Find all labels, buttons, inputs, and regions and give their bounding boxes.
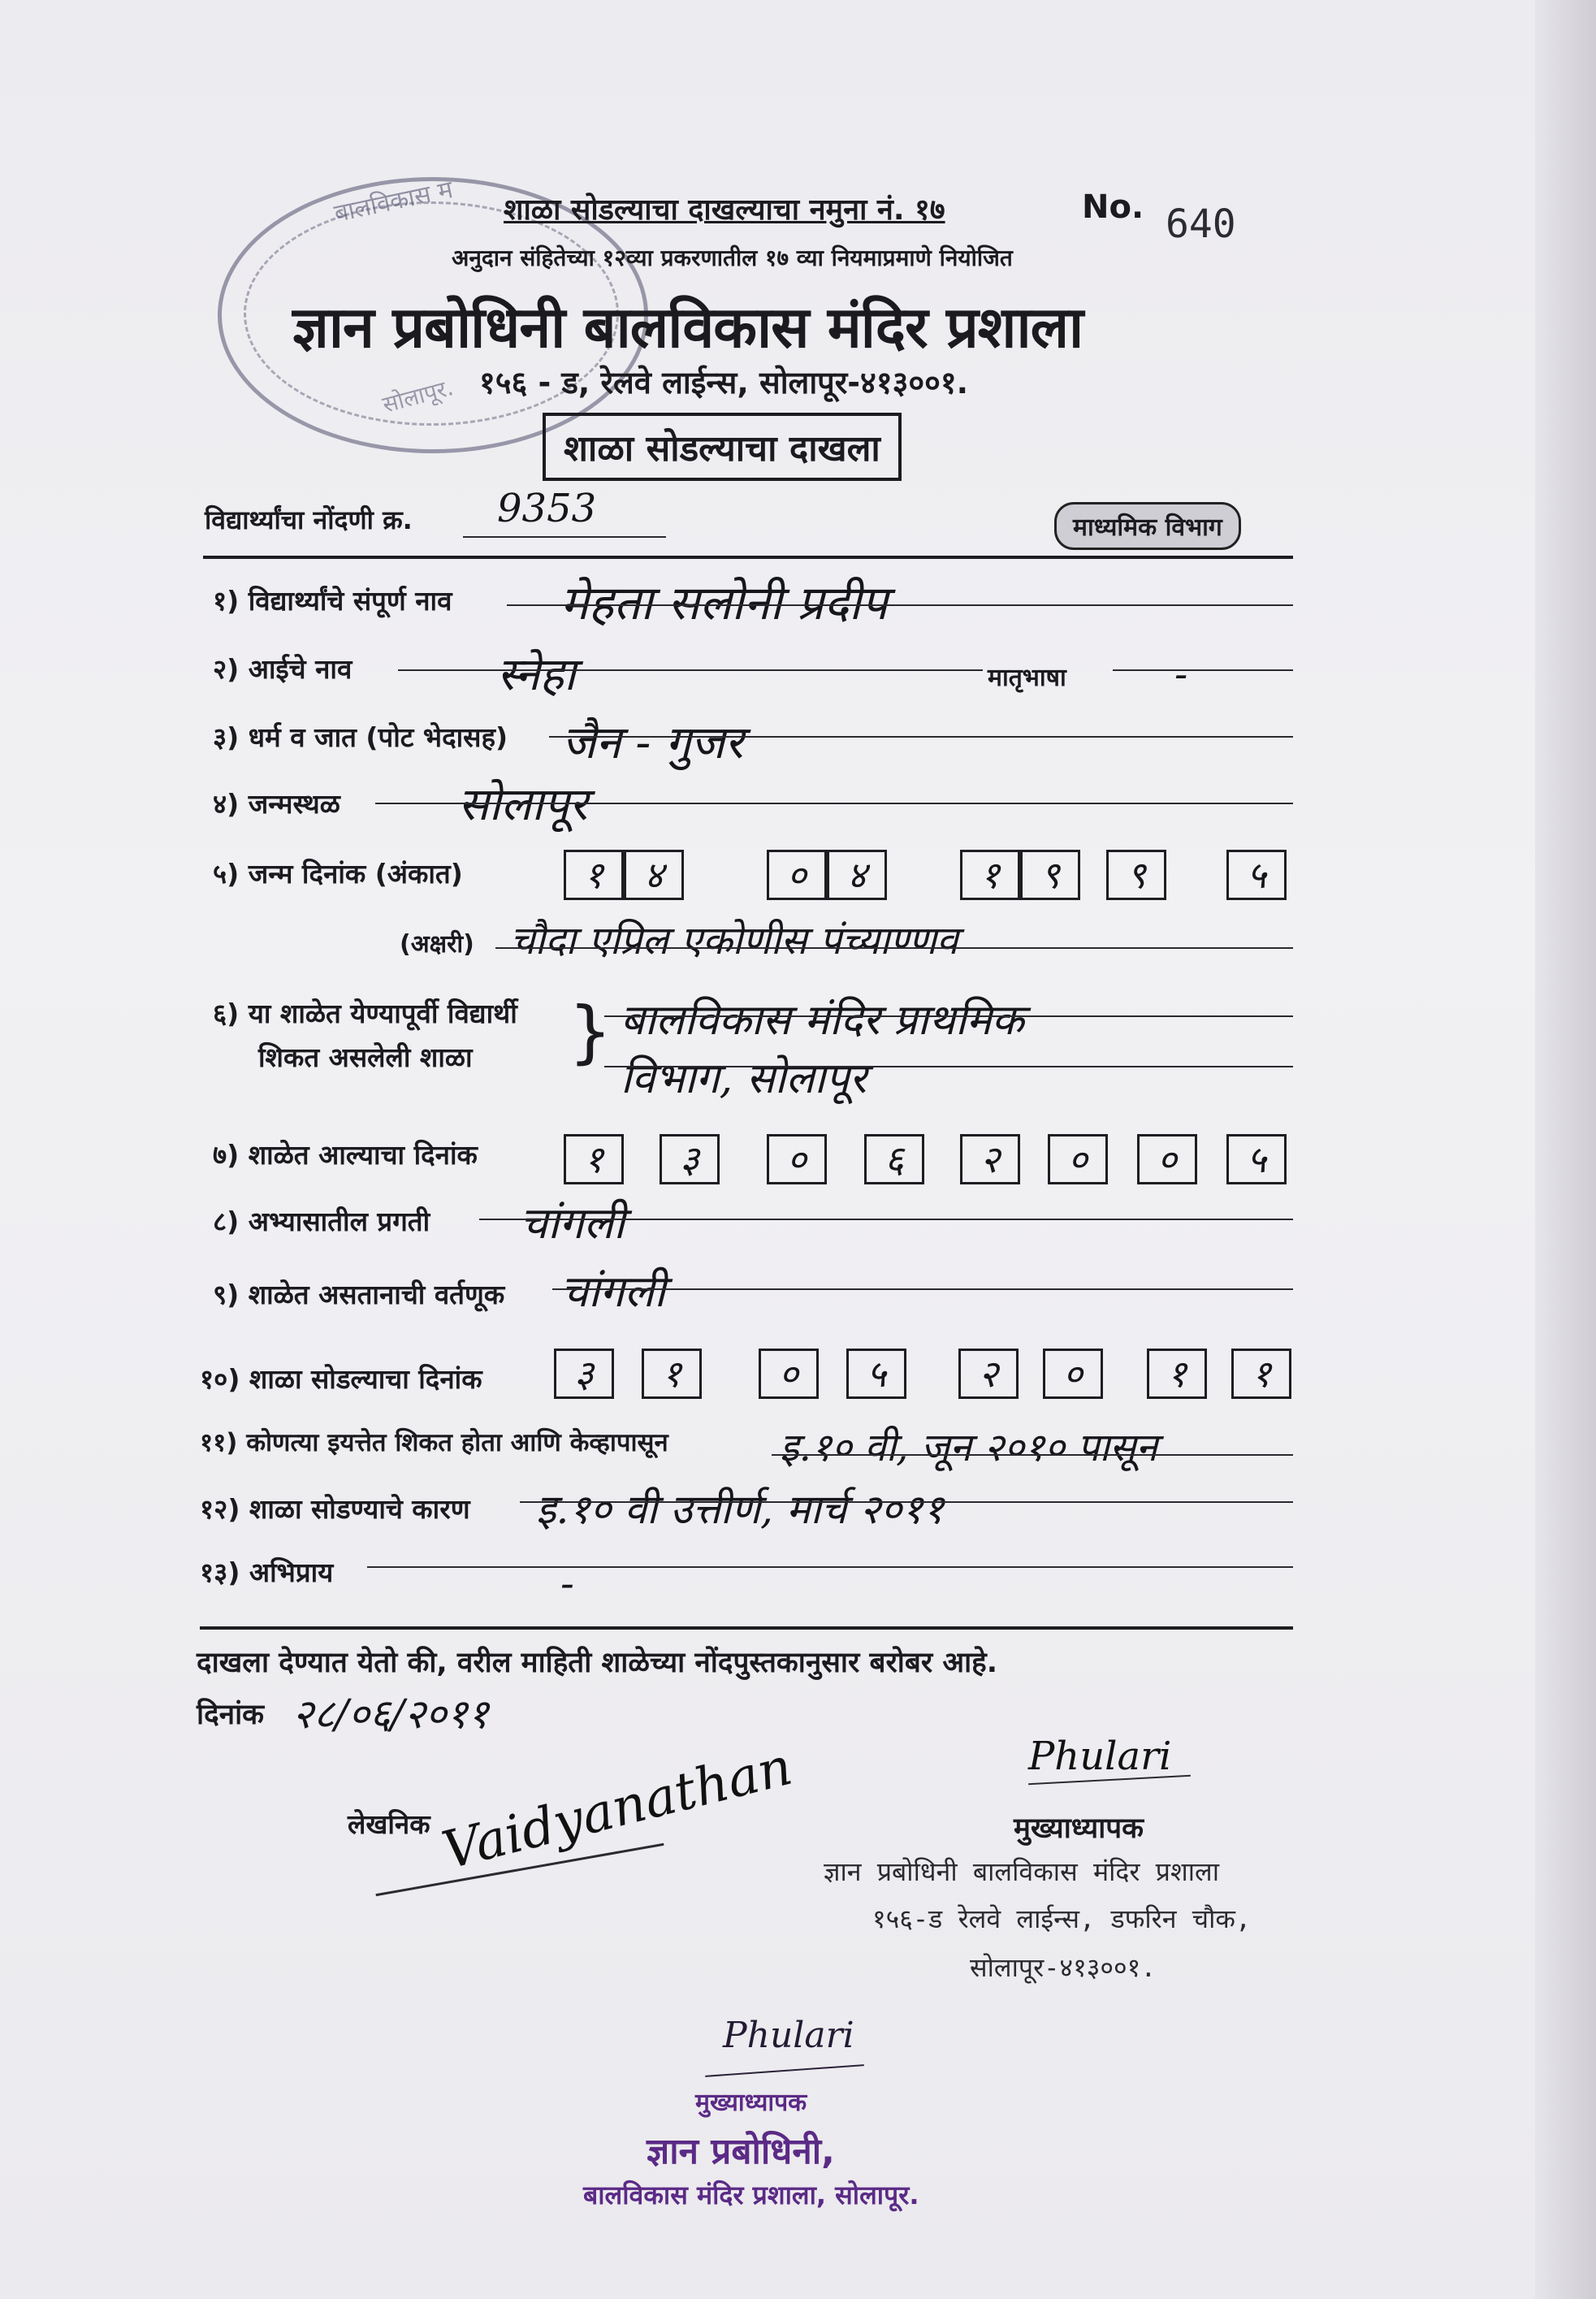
paper-edge (1535, 0, 1596, 2299)
purple-stamp-line1: मुख्याध्यापक (695, 2089, 807, 2117)
field-1-label: १) विद्यार्थ्यांचे संपूर्ण नाव (213, 585, 452, 617)
digit-box: ९ (1106, 850, 1166, 900)
field-9-value: चांगली (560, 1266, 666, 1317)
rule-note: अनुदान संहितेच्या १२व्या प्रकरणातील १७ व्या नियमाप्रमाणे नियोजित (452, 245, 1013, 271)
serial-label: No. (1082, 188, 1144, 226)
digit-box: ५ (1226, 1134, 1287, 1184)
headmaster-signature: Phulari (1028, 1734, 1172, 1779)
digit-box: १ (1147, 1349, 1207, 1399)
digit-box: ० (759, 1349, 819, 1399)
digit-box: ० (1048, 1134, 1108, 1184)
header-divider (203, 556, 1293, 559)
digit-box: १ (564, 850, 624, 900)
birth-date-words-label: (अक्षरी) (400, 930, 474, 959)
mother-tongue-line (1113, 669, 1293, 671)
field-11-label: ११) कोणत्या इयत्तेत शिकत होता आणि केव्हापासून (200, 1428, 668, 1457)
digit-box: ० (1043, 1349, 1103, 1399)
field-12-label: १२) शाळा सोडण्याचे कारण (200, 1493, 470, 1525)
digit-box: ५ (1226, 850, 1287, 900)
field-6-line2 (604, 1066, 1293, 1067)
field-2-label: २) आईचे नाव (213, 653, 353, 685)
purple-stamp-line2: ज्ञान प्रबोधिनी, (647, 2131, 835, 2172)
birth-date-words-line (495, 947, 1293, 949)
field-13-label: १३) अभिप्राय (200, 1556, 334, 1588)
school-stamp-line1: ज्ञान प्रबोधिनी बालविकास मंदिर प्रशाला (824, 1856, 1219, 1887)
school-address: १५६ - ड, रेलवे लाईन्स, सोलापूर-४१३००१. (479, 365, 969, 400)
field-6-line1 (604, 1015, 1293, 1017)
round-stamp-text: बालविकास म (331, 175, 456, 228)
birth-date-words-value: चौदा एप्रिल एकोणीस पंच्याण्णव (510, 918, 958, 963)
field-8-line (479, 1219, 1293, 1220)
digit-box: ३ (554, 1349, 614, 1399)
school-stamp-line3: सोलापूर-४१३००१. (970, 1952, 1157, 1983)
field-6-label-line1: ६) या शाळेत येण्यापूर्वी विद्यार्थी (213, 998, 517, 1029)
field-3-value: जैन - गुजर (562, 717, 744, 769)
field-9-line (552, 1288, 1293, 1290)
field-11-value: इ.१० वी, जून २०१० पासून (780, 1425, 1158, 1470)
digit-box: ३ (660, 1134, 720, 1184)
field-13-value: - (560, 1560, 574, 1607)
field-9-label: ९) शाळेत असतानाची वर्तणूक (213, 1279, 505, 1310)
field-8-value: चांगली (520, 1197, 625, 1249)
field-4-value: सोलापूर (458, 778, 588, 831)
document-title: शाळा सोडल्याचा दाखला (543, 413, 902, 481)
field-4-line (375, 803, 1293, 804)
mother-tongue-label: मातृभाषा (988, 664, 1066, 692)
field-6-brace: } (569, 992, 612, 1072)
field-12-line (520, 1501, 1293, 1503)
date-value: २८/०६/२०११ (292, 1691, 489, 1738)
field-6-label-line2: शिकत असलेली शाळा (258, 1041, 473, 1073)
purple-stamp-signature: Phulari (723, 2015, 854, 2056)
digit-box: ९ (1020, 850, 1080, 900)
digit-box: २ (960, 1134, 1020, 1184)
digit-box: ५ (846, 1349, 906, 1399)
field-6-value-line1: बालविकास मंदिर प्राथमिक (621, 996, 1024, 1045)
section-badge: माध्यमिक विभाग (1054, 502, 1241, 550)
school-stamp-line2: १५६-ड रेलवे लाईन्स, डफरिन चौक, (872, 1903, 1252, 1934)
field-2-value: स्नेहा (497, 648, 576, 701)
certification-text: दाखला देण्यात येतो की, वरील माहिती शाळेच्या नोंदपुस्तकानुसार बरोबर आहे. (197, 1647, 997, 1679)
footer-divider (200, 1626, 1293, 1630)
digit-box: ४ (624, 850, 684, 900)
field-11-line (772, 1454, 1293, 1456)
field-1-line (507, 604, 1293, 606)
digit-box: २ (958, 1349, 1019, 1399)
field-12-value: इ.१० वी उत्तीर्ण, मार्च २०११ (536, 1486, 945, 1533)
field-5-label: ५) जन्म दिनांक (अंकात) (213, 858, 463, 890)
digit-box: ४ (827, 850, 887, 900)
field-2-line (398, 669, 983, 671)
field-1-value: मेहता सलोनी प्रदीप (560, 575, 888, 630)
digit-box: १ (1231, 1349, 1291, 1399)
field-3-label: ३) धर्म व जात (पोट भेदासह) (213, 721, 508, 753)
field-10-label: १०) शाळा सोडल्याचा दिनांक (200, 1363, 482, 1395)
digit-box: ६ (864, 1134, 924, 1184)
field-7-label: ७) शाळेत आल्याचा दिनांक (213, 1139, 478, 1171)
clerk-signature: Vaidyanathan (436, 1736, 798, 1882)
digit-box: १ (960, 850, 1020, 900)
registration-label: विद्यार्थ्यांचा नोंदणी क्र. (205, 504, 413, 535)
mother-tongue-value: - (1174, 652, 1188, 697)
field-13-line (367, 1566, 1293, 1568)
headmaster-label: मुख्याध्यापक (1014, 1812, 1144, 1845)
digit-box: १ (564, 1134, 624, 1184)
purple-stamp-line3: बालविकास मंदिर प्रशाला, सोलापूर. (583, 2180, 919, 2210)
digit-box: ० (767, 1134, 827, 1184)
purple-signature-line (705, 2064, 864, 2077)
clerk-label: लेखनिक (348, 1808, 430, 1840)
digit-box: १ (642, 1349, 702, 1399)
form-number: शाळा सोडल्याचा दाखल्याचा नमुना नं. १७ (504, 193, 945, 227)
digit-box: ० (767, 850, 827, 900)
registration-line (463, 536, 666, 538)
registration-number: 9353 (497, 486, 597, 531)
field-3-line (549, 736, 1293, 738)
field-4-label: ४) जन्मस्थळ (213, 788, 340, 820)
round-stamp-text-2: सोलापूर. (379, 374, 456, 418)
field-8-label: ८) अभ्यासातील प्रगती (213, 1206, 430, 1237)
digit-box: ० (1137, 1134, 1197, 1184)
serial-number: 640 (1166, 201, 1236, 247)
field-6-value-line2: विभाग, सोलापूर (621, 1054, 867, 1103)
school-name: ज्ञान प्रबोधिनी बालविकास मंदिर प्रशाला (292, 294, 1083, 361)
date-label: दिनांक (197, 1699, 265, 1731)
